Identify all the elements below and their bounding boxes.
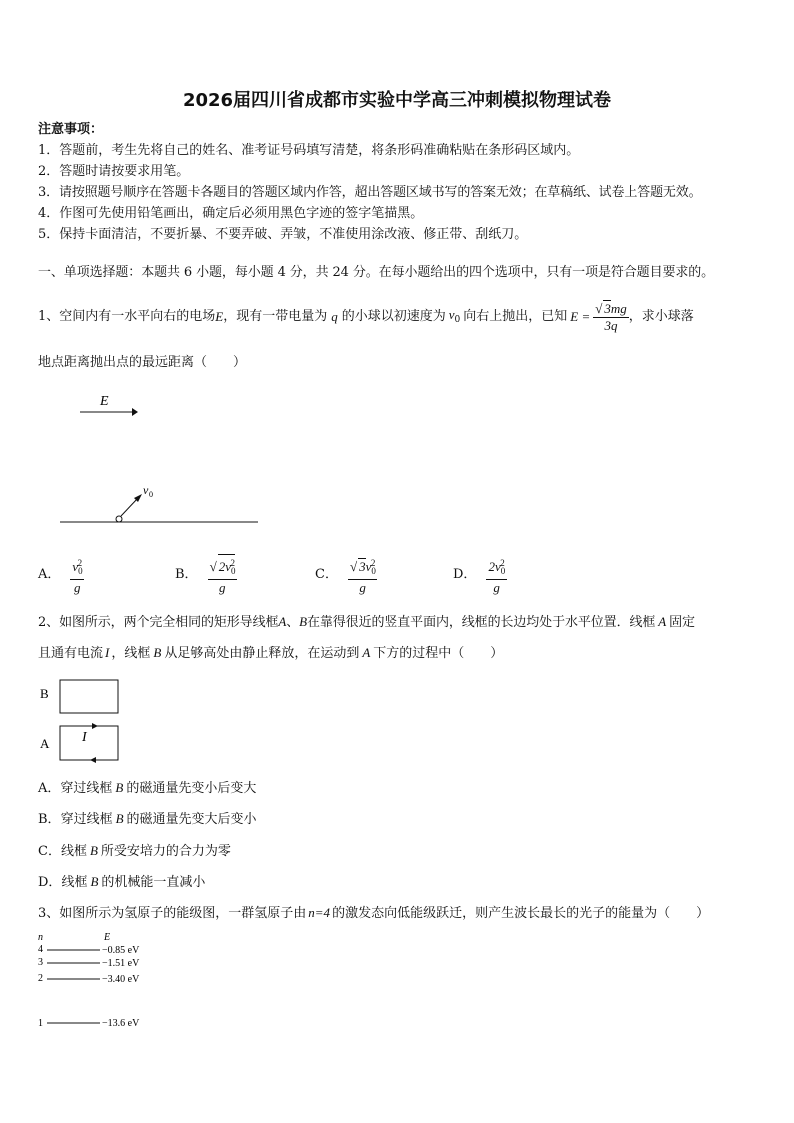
frame-B-label: B <box>40 686 49 701</box>
question-2-stem-line-2 <box>38 645 503 662</box>
q2-text-2: 在靠得很近的竖直平面内，线框的长边均处于水平位置．线框 <box>306 615 656 630</box>
q1-option-b-root: 2 <box>218 559 226 574</box>
q2-option-d[interactable] <box>38 874 205 891</box>
q2-option-a-var: B <box>115 780 124 795</box>
q1-line-2: 地点距离抛出点的最远距离（ ） <box>38 355 247 370</box>
q1-figure <box>50 388 270 528</box>
notice-item-2: 2．答题时请按要求用笔。 <box>38 164 190 179</box>
q2-var-I: I <box>105 645 110 660</box>
q1-var-E: E <box>215 309 224 324</box>
q2-var-B: B <box>299 614 307 629</box>
q1-option-c-fraction: $\frac{√ 3v_0^2}{g}$ <box>348 555 377 596</box>
q1-option-b-v: v <box>225 559 231 574</box>
level-3-n: 3 <box>38 957 43 968</box>
q1-var-q: q <box>331 309 338 324</box>
velocity-arrow-line <box>121 498 138 516</box>
q1-option-b-den: g <box>219 580 226 595</box>
q2-text-3: 固定 <box>669 615 695 630</box>
n-axis-label: n <box>38 932 43 943</box>
question-2-stem-line-1 <box>38 614 695 631</box>
q1-option-d-den: g <box>493 579 500 595</box>
q1-var-v0-sub: 0 <box>454 314 461 325</box>
q2-option-d-label: D． <box>38 875 62 890</box>
q1-option-a-sup: 2 <box>77 557 83 568</box>
q1-option-b-label: B． <box>175 567 198 582</box>
q2-text-7: 下方的过程中（ ） <box>373 646 504 661</box>
q1-option-b-fraction: $\frac{√ 2v_0^2}{g}$ <box>208 554 237 596</box>
q1-option-d-sub: 0 <box>500 565 506 576</box>
velocity-label-sub: 0 <box>149 490 153 499</box>
q2-option-b-post: 的磁通量先变大后变小 <box>126 812 257 827</box>
q2-option-a-pre: 穿过线框 <box>60 781 113 796</box>
q1-formula-num-rest: mg <box>610 301 627 316</box>
q2-text-1: 2、如图所示，两个完全相同的矩形导线框 <box>38 615 279 630</box>
q2-figure <box>36 676 136 766</box>
field-label-E: E <box>100 394 109 409</box>
q2-option-c-var: B <box>89 843 98 858</box>
q3-text-1: 3、如图所示为氢原子的能级图，一群氢原子由 <box>38 906 307 921</box>
current-arrow-bottom-head <box>90 757 96 763</box>
q1-text-2: ，现有一带电量为 <box>223 309 328 324</box>
section-heading: 一、单项选择题：本题共 6 小题，每小题 4 分，共 24 分。在每小题给出的四个选项中，只有一项是符合题目要求的。 <box>38 265 715 280</box>
question-3-stem <box>38 905 709 922</box>
level-4-energy: −0.85 eV <box>102 945 140 956</box>
q1-text-3: 的小球以初速度为 <box>341 309 446 324</box>
q1-formula-lhs: E = <box>570 309 591 324</box>
E-axis-label: E <box>104 932 111 943</box>
q1-var-v0: v <box>448 306 455 322</box>
q1-option-a-fraction <box>70 555 84 596</box>
q1-option-c[interactable] <box>315 555 377 595</box>
q2-text-6: 从足够高处由静止释放，在运动到 <box>164 646 360 661</box>
q3-var-n4: n=4 <box>308 905 331 920</box>
notice-item-3: 3．请按照题号顺序在答题卡各题目的答题区域内作答，超出答题区域书写的答案无效；在草稿纸、试卷上答题无效。 <box>38 185 702 200</box>
q2-option-c-pre: 线框 <box>60 844 87 859</box>
q1-option-b-sup: 2 <box>230 558 235 568</box>
notice-heading: 注意事项： <box>38 122 104 137</box>
q2-option-d-var: B <box>90 874 99 889</box>
q1-option-c-sub: 0 <box>371 565 376 576</box>
q2-option-d-pre: 线框 <box>61 875 88 890</box>
q2-option-a-post: 的磁通量先变小后变大 <box>126 781 257 796</box>
q1-option-a-label: A． <box>38 567 61 582</box>
q1-option-b-sub: 0 <box>230 566 236 576</box>
q2-text-4: 且通有电流 <box>38 646 104 661</box>
q1-option-d-coef: 2 <box>488 558 495 574</box>
q2-var-B-2: B <box>153 645 162 660</box>
q2-option-b[interactable] <box>38 811 257 828</box>
q2-option-a[interactable] <box>38 780 256 797</box>
q2-option-d-post: 的机械能一直减小 <box>101 875 206 890</box>
q2-var-A: A <box>278 614 287 629</box>
q1-formula-fraction: $\frac{√ 3mg}{3q}$ <box>595 301 627 333</box>
q1-option-d-label: D． <box>453 567 477 582</box>
q1-option-c-label: C． <box>315 567 338 582</box>
q1-option-c-den: g <box>359 579 366 595</box>
level-2-n: 2 <box>38 973 43 984</box>
q1-formula-den: 3q <box>604 318 618 333</box>
level-4-n: 4 <box>38 944 43 955</box>
q2-var-A-3: A <box>362 645 371 660</box>
q2-option-c[interactable] <box>38 843 231 860</box>
q3-text-2: 的激发态向低能级跃迁，则产生波长最长的光子的能量为（ ） <box>332 906 710 921</box>
page-title: 2026届四川省成都市实验中学高三冲刺模拟物理试卷 <box>182 90 612 111</box>
current-arrow-top-head <box>92 723 98 729</box>
level-1-energy: −13.6 eV <box>102 1018 140 1029</box>
q1-option-d[interactable] <box>453 555 507 595</box>
notice-item-5: 5．保持卡面清洁，不要折暴、不要弄破、弄皱，不准使用涂改液、修正带、刮纸刀。 <box>38 227 528 242</box>
q1-option-d-v: v <box>494 558 501 574</box>
q3-energy-level-diagram <box>34 928 174 1032</box>
frame-B <box>60 680 118 713</box>
notice-item-4: 4．作图可先使用铅笔画出，确定后必须用黑色字迹的签字笔描黑。 <box>38 206 424 221</box>
question-1-stem <box>38 297 694 337</box>
q1-option-d-fraction <box>486 555 506 596</box>
q2-sep: 、 <box>286 615 300 630</box>
q1-option-b[interactable] <box>175 555 237 595</box>
q1-option-a-sub: 0 <box>78 565 83 576</box>
q2-option-c-label: C． <box>38 844 61 859</box>
q1-text-1: 1、空间内有一水平向右的电场 <box>38 309 216 324</box>
field-arrow-head <box>132 408 138 416</box>
q2-option-b-var: B <box>115 811 124 826</box>
q2-option-a-label: A． <box>38 781 61 796</box>
level-2-energy: −3.40 eV <box>102 974 140 985</box>
level-3-energy: −1.51 eV <box>102 958 140 969</box>
q1-option-c-sup: 2 <box>370 557 376 568</box>
q1-option-c-root: 3 <box>359 558 366 574</box>
q1-option-a[interactable] <box>38 555 84 595</box>
velocity-label-v: v <box>143 483 149 497</box>
q2-option-b-pre: 穿过线框 <box>60 812 113 827</box>
q2-option-b-label: B． <box>38 812 61 827</box>
ball <box>116 516 122 522</box>
frame-A <box>60 726 118 760</box>
notice-item-1: 1．答题前，考生先将自己的姓名、准考证号码填写清楚，将条形码准确粘贴在条形码区域内。 <box>38 143 580 158</box>
q1-formula-root: 3 <box>604 301 611 316</box>
q2-var-A-2: A <box>658 614 667 629</box>
q1-text-5: ，求小球落 <box>628 309 694 324</box>
frame-A-label: A <box>40 736 50 751</box>
q2-option-c-post: 所受安培力的合力为零 <box>100 844 231 859</box>
level-1-n: 1 <box>38 1018 43 1029</box>
current-label-I: I <box>82 730 87 745</box>
q1-option-a-den: g <box>74 579 81 595</box>
q1-option-a-v: v <box>72 558 79 574</box>
q1-option-d-sup: 2 <box>500 557 505 568</box>
q1-text-4: 向右上抛出，已知 <box>463 309 568 324</box>
q1-option-c-v: v <box>365 558 372 574</box>
q2-text-5: ，线框 <box>111 646 151 661</box>
